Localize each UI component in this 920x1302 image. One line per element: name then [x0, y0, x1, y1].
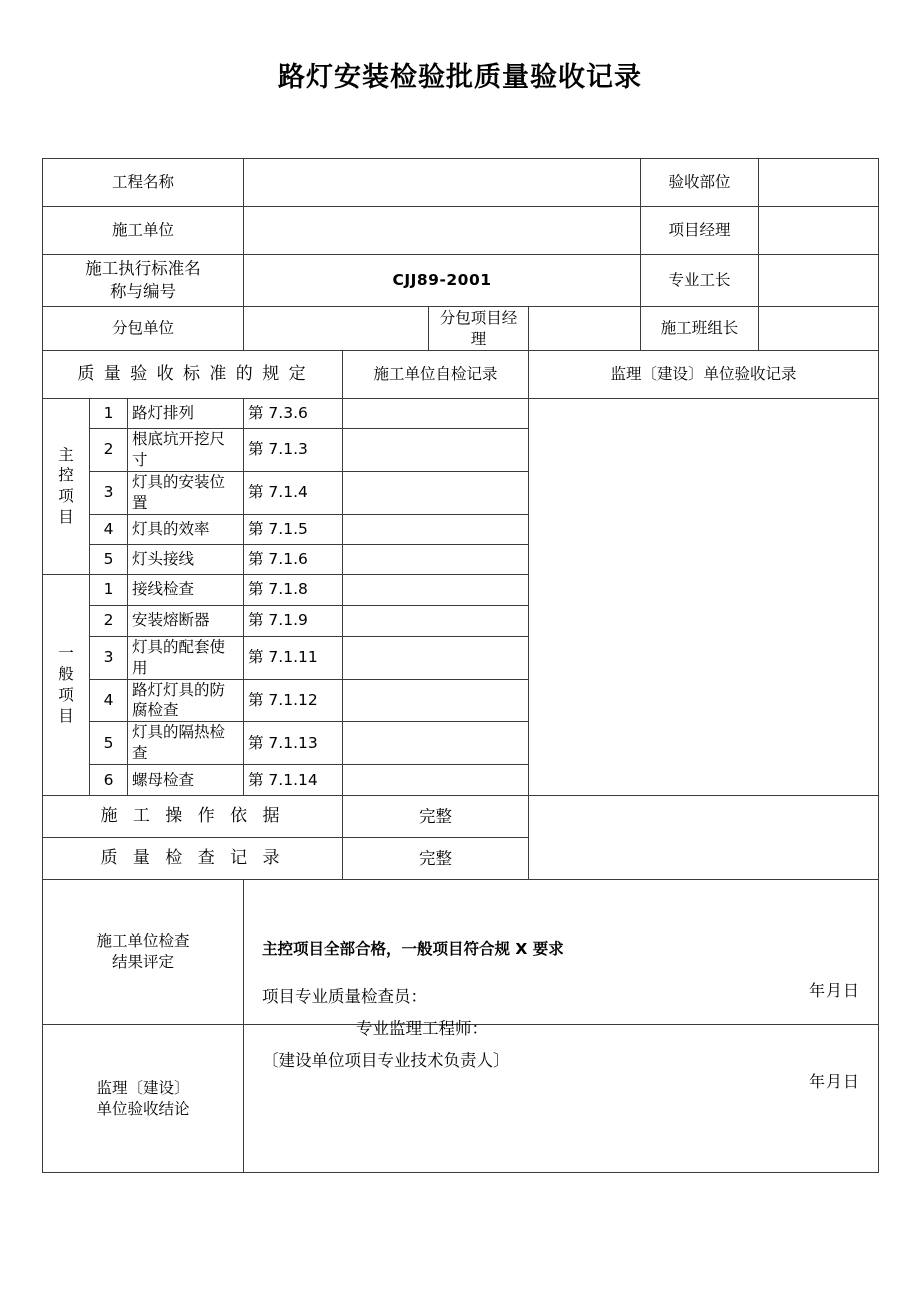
sub-project-manager-label: 分包项目经理: [429, 307, 529, 351]
team-leader-value[interactable]: [759, 307, 879, 351]
general-item-clause: 第 7.1.8: [244, 574, 343, 605]
general-item-no: 1: [90, 574, 128, 605]
evaluation-label-line1: 施工单位检查: [96, 932, 190, 951]
team-leader-label: 施工班组长: [641, 307, 759, 351]
main-items-label: 主 控 项 目: [43, 399, 90, 575]
general-item-self-check[interactable]: [343, 722, 529, 765]
general-items-label: 一 般 项 目: [43, 574, 90, 796]
subcontractor-value[interactable]: [244, 307, 429, 351]
column-header-standard-rules: 质 量 验 收 标 准 的 规 定: [43, 351, 343, 399]
foreman-value[interactable]: [759, 255, 879, 307]
table-row-operation-basis: [43, 796, 879, 838]
acceptance-part-value[interactable]: [759, 159, 879, 207]
main-item-no: 2: [90, 429, 128, 472]
general-item-clause: 第 7.1.14: [244, 765, 343, 796]
main-item-clause: 第 7.3.6: [244, 399, 343, 429]
general-item-no: 6: [90, 765, 128, 796]
main-item-self-check[interactable]: [343, 514, 529, 544]
table-row-standard: [43, 255, 879, 307]
evaluation-label-line2: 结果评定: [111, 953, 174, 972]
general-item-self-check[interactable]: [343, 765, 529, 796]
items-supervision-record[interactable]: [529, 399, 879, 796]
standard-number-value[interactable]: CJJ89-2001: [244, 255, 641, 307]
table-row-subcontractor: [43, 307, 879, 351]
main-item-no: 1: [90, 399, 128, 429]
operation-basis-label: 施 工 操 作 依 据: [43, 796, 343, 838]
foreman-label: 专业工长: [641, 255, 759, 307]
general-item-clause: 第 7.1.12: [244, 679, 343, 722]
main-item-name: 路灯排列: [128, 399, 244, 429]
table-row-main-item: [43, 399, 879, 429]
evaluation-conclusion-text: 主控项目全部合格，一般项目符合规 X 要求: [262, 939, 564, 958]
general-item-name: 灯具的配套使用: [128, 636, 244, 679]
supervision-label-line2: 单位验收结论: [96, 1099, 190, 1118]
main-item-no: 3: [90, 471, 128, 514]
table-row-construction-unit: [43, 207, 879, 255]
column-header-self-check: 施工单位自检记录: [343, 351, 529, 399]
standard-label: [43, 255, 244, 307]
main-item-clause: 第 7.1.4: [244, 471, 343, 514]
project-manager-label: 项目经理: [641, 207, 759, 255]
main-item-name: 根底坑开挖尺寸: [128, 429, 244, 472]
project-name-value[interactable]: [244, 159, 641, 207]
quality-record-value[interactable]: 完整: [343, 838, 529, 880]
supervision-label-line1: 监理〔建设〕: [96, 1078, 190, 1097]
general-item-self-check[interactable]: [343, 679, 529, 722]
evaluation-date-line[interactable]: 年月日: [808, 981, 860, 1001]
main-item-self-check[interactable]: [343, 429, 529, 472]
general-item-self-check[interactable]: [343, 574, 529, 605]
operation-basis-value[interactable]: 完整: [343, 796, 529, 838]
supervision-date-line[interactable]: 年月日: [808, 1072, 860, 1092]
general-item-name: 螺母检查: [128, 765, 244, 796]
main-item-name: 灯头接线: [128, 544, 244, 574]
main-item-self-check[interactable]: [343, 544, 529, 574]
main-item-clause: 第 7.1.5: [244, 514, 343, 544]
general-item-name: 路灯灯具的防腐检查: [128, 679, 244, 722]
quality-record-label: 质 量 检 查 记 录: [43, 838, 343, 880]
main-item-name: 灯具的效率: [128, 514, 244, 544]
general-item-clause: 第 7.1.13: [244, 722, 343, 765]
general-item-clause: 第 7.1.9: [244, 605, 343, 636]
general-item-no: 3: [90, 636, 128, 679]
table-row-column-headers: [43, 351, 879, 399]
main-item-no: 5: [90, 544, 128, 574]
main-item-clause: 第 7.1.3: [244, 429, 343, 472]
main-item-self-check[interactable]: [343, 471, 529, 514]
standard-label-line2: 称与编号: [110, 281, 176, 301]
project-name-label: 工程名称: [43, 159, 244, 207]
main-item-clause: 第 7.1.6: [244, 544, 343, 574]
supervision-responsible-line: 〔建设单位项目专业技术负责人〕: [262, 1051, 510, 1071]
general-item-self-check[interactable]: [343, 605, 529, 636]
subcontractor-label: 分包单位: [43, 307, 244, 351]
general-item-no: 5: [90, 722, 128, 765]
supervision-engineer-line: 专业监理工程师：: [356, 1019, 488, 1039]
main-item-self-check[interactable]: [343, 399, 529, 429]
column-header-supervision: 监理〔建设〕单位验收记录: [529, 351, 879, 399]
inspection-form-table: [42, 158, 879, 1173]
evaluation-body[interactable]: [244, 880, 879, 1025]
supervision-conclusion-label: [43, 1025, 244, 1173]
construction-unit-label: 施工单位: [43, 207, 244, 255]
project-manager-value[interactable]: [759, 207, 879, 255]
general-item-name: 安装熔断器: [128, 605, 244, 636]
table-row-project-name: [43, 159, 879, 207]
sub-project-manager-value[interactable]: [529, 307, 641, 351]
main-item-no: 4: [90, 514, 128, 544]
general-item-clause: 第 7.1.11: [244, 636, 343, 679]
general-item-name: 接线检查: [128, 574, 244, 605]
general-item-no: 4: [90, 679, 128, 722]
evaluation-label: [43, 880, 244, 1025]
summary-supervision-record[interactable]: [529, 796, 879, 880]
acceptance-part-label: 验收部位: [641, 159, 759, 207]
general-item-self-check[interactable]: [343, 636, 529, 679]
main-item-name: 灯具的安装位置: [128, 471, 244, 514]
general-item-no: 2: [90, 605, 128, 636]
evaluation-inspector-line: 项目专业质量检查员：: [262, 986, 427, 1006]
table-row-supervision-conclusion: [43, 1025, 879, 1173]
page-title: 路灯安装检验批质量验收记录: [278, 62, 642, 93]
construction-unit-value[interactable]: [244, 207, 641, 255]
table-row-evaluation: [43, 880, 879, 1025]
general-item-name: 灯具的隔热检查: [128, 722, 244, 765]
standard-label-line1: 施工执行标准名: [85, 259, 201, 279]
supervision-conclusion-body[interactable]: [244, 1019, 879, 1173]
